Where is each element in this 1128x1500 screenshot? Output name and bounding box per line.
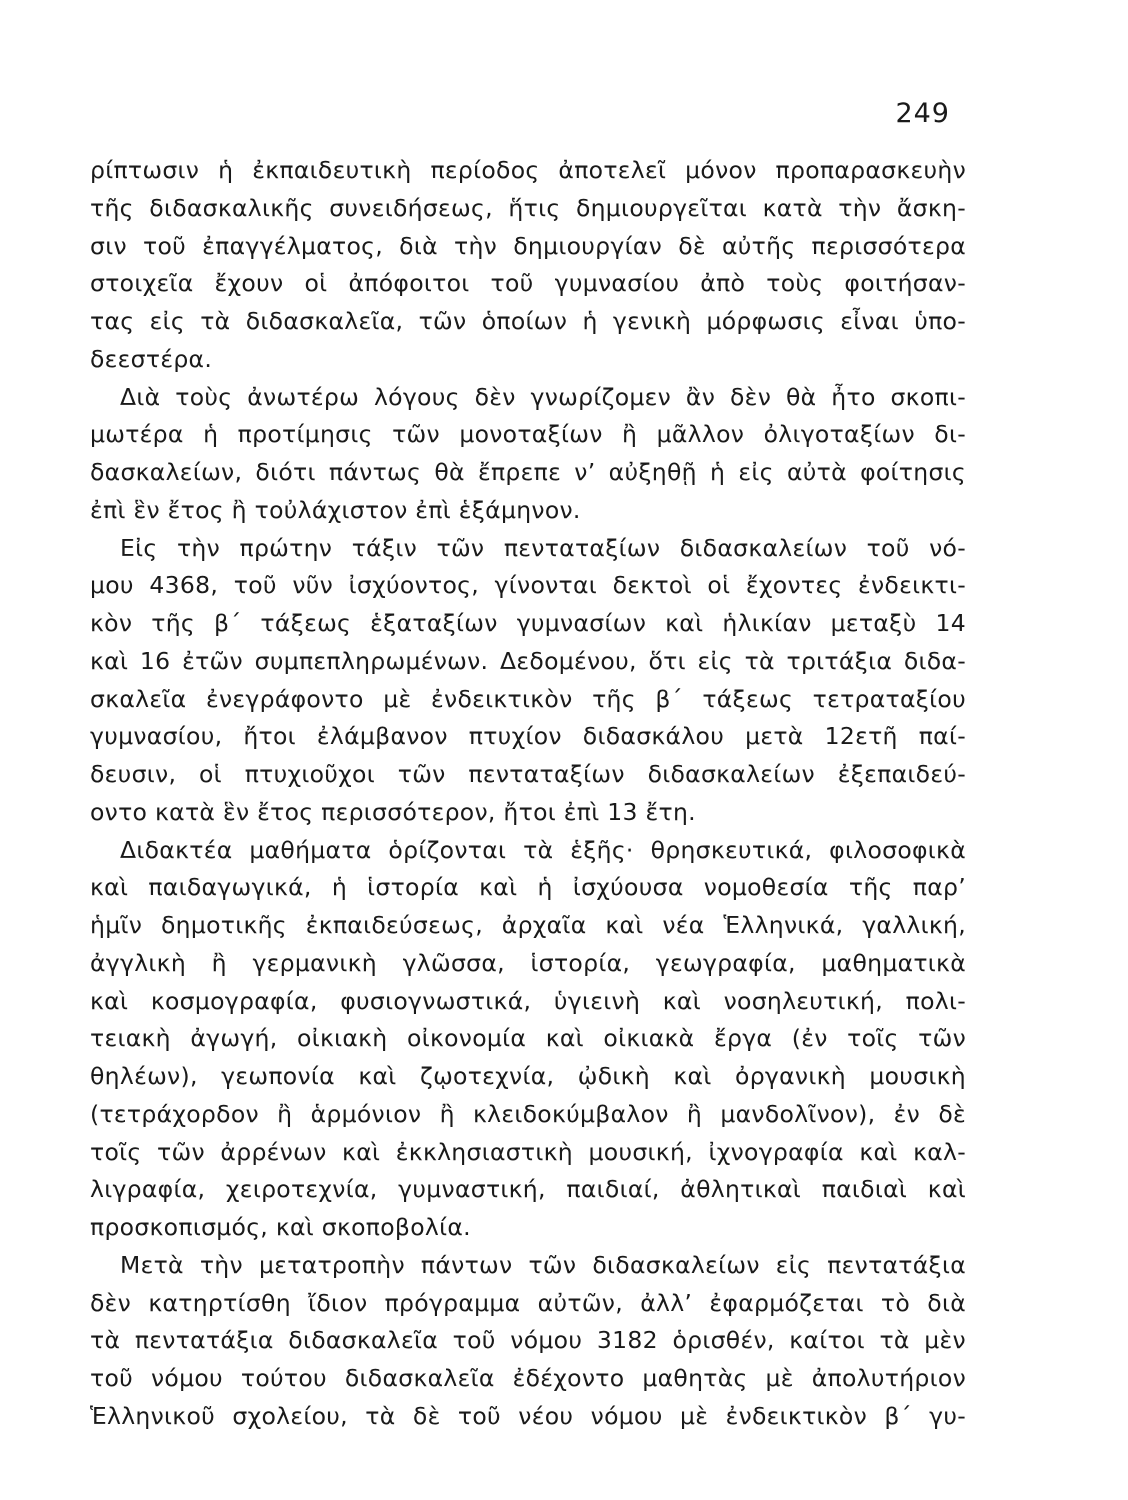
text-line: κὸν τῆς β΄ τάξεως ἑξαταξίων γυμνασίων καὶ ἡλικίαν μεταξὺ 14 (90, 609, 966, 637)
text-line: τας εἰς τὰ διδασκαλεῖα, τῶν ὁποίων ἡ γενικὴ μόρφωσις εἶναι ὑπο- (90, 307, 966, 335)
text-line: ἡμῖν δημοτικῆς ἐκπαιδεύσεως, ἀρχαῖα καὶ νέα Ἑλληνικά, γαλλική, (90, 911, 966, 939)
text-line: Ἑλληνικοῦ σχολείου, τὰ δὲ τοῦ νέου νόμου μὲ ἐνδεικτικὸν β΄ γυ- (90, 1401, 966, 1430)
text-line: τὰ πεντατάξια διδασκαλεῖα τοῦ νόμου 3182 ὁρισθέν, καίτοι τὰ μὲν (90, 1326, 966, 1355)
text-line: μωτέρα ἡ προτίμησις τῶν μονοταξίων ἢ μᾶλλον ὀλιγοταξίων δι- (90, 420, 966, 449)
text-line: σιν τοῦ ἐπαγγέλματος, διὰ τὴν δημιουργίαν δὲ αὐτῆς περισσότερα (90, 231, 966, 260)
page-number: 249 (895, 98, 950, 129)
paragraph-1 (90, 152, 966, 379)
text-line: μου 4368, τοῦ νῦν ἰσχύοντος, γίνονται δεκτοὶ οἱ ἔχοντες ἐνδεικτι- (90, 571, 966, 600)
text-line: καὶ 16 ἐτῶν συμπεπληρωμένων. Δεδομένου, ὅτι εἰς τὰ τριτάξια διδα- (90, 646, 966, 675)
text-line: δεεστέρα. (90, 344, 213, 373)
paragraph-5 (90, 1247, 966, 1436)
text-line: καὶ κοσμογραφία, φυσιογνωστικά, ὑγιεινὴ καὶ νοσηλευτική, πολι- (90, 986, 966, 1015)
text-line: τειακὴ ἀγωγή, οἰκιακὴ οἰκονομία καὶ οἰκιακὰ ἔργα (ἐν τοῖς τῶν (90, 1024, 966, 1053)
text-line: ἀγγλικὴ ἢ γερμανικὴ γλῶσσα, ἱστορία, γεωγραφία, μαθηματικὰ (90, 948, 966, 977)
text-line: ἐπὶ ἓν ἔτος ἢ τοὐλάχιστον ἐπὶ ἑξάμηνον. (90, 495, 581, 524)
text-line: ρίπτωσιν ἡ ἐκπαιδευτικὴ περίοδος ἀποτελεῖ μόνον προπαρασκευὴν (90, 156, 966, 184)
text-line: σκαλεῖα ἐνεγράφοντο μὲ ἐνδεικτικὸν τῆς β΄ τάξεως τετραταξίου (90, 684, 966, 713)
text-line: γυμνασίου, ἤτοι ἐλάμβανον πτυχίον διδασκάλου μετὰ 12ετῆ παί- (90, 722, 966, 751)
text-line: δὲν κατηρτίσθη ἴδιον πρόγραμμα αὐτῶν, ἀλλ’ ἐφαρμόζεται τὸ διὰ (90, 1288, 966, 1317)
text-line: τοῖς τῶν ἀρρένων καὶ ἐκκλησιαστικὴ μουσική, ἰχνογραφία καὶ καλ- (90, 1137, 966, 1166)
text-line: καὶ παιδαγωγικά, ἡ ἱστορία καὶ ἡ ἰσχύουσα νομοθεσία τῆς παρ’ (90, 873, 966, 902)
text-line: οντο κατὰ ἓν ἔτος περισσότερον, ἤτοι ἐπὶ 13 ἔτη. (90, 797, 696, 826)
text-line: λιγραφία, χειροτεχνία, γυμναστική, παιδιαί, ἀθλητικαὶ παιδιαὶ καὶ (90, 1175, 966, 1204)
text-line: Διδακτέα μαθήματα ὁρίζονται τὰ ἑξῆς· θρησκευτικά, φιλοσοφικὰ (120, 835, 966, 864)
text-line: Εἰς τὴν πρώτην τάξιν τῶν πενταταξίων διδασκαλείων τοῦ νό- (120, 533, 966, 562)
text-line: θηλέων), γεωπονία καὶ ζῳοτεχνία, ᾠδικὴ καὶ ὀργανικὴ μουσικὴ (90, 1062, 966, 1090)
paragraph-2 (90, 379, 966, 530)
text-line: δασκαλείων, διότι πάντως θὰ ἔπρεπε ν’ αὐξηθῇ ἡ εἰς αὐτὰ φοίτησις (90, 458, 966, 486)
text-line: Διὰ τοὺς ἀνωτέρω λόγους δὲν γνωρίζομεν ἂν δὲν θὰ ἦτο σκοπι- (120, 382, 966, 411)
paragraph-4 (90, 832, 966, 1247)
text-line: Μετὰ τὴν μετατροπὴν πάντων τῶν διδασκαλείων εἰς πεντατάξια (120, 1250, 966, 1279)
text-line: δευσιν, οἱ πτυχιοῦχοι τῶν πενταταξίων διδασκαλείων ἐξεπαιδεύ- (90, 760, 966, 788)
text-line: (τετράχορδον ἢ ἁρμόνιον ἢ κλειδοκύμβαλον ἢ μανδολῖνον), ἐν δὲ (90, 1099, 966, 1128)
body-text (90, 152, 966, 1436)
text-line: τῆς διδασκαλικῆς συνειδήσεως, ἥτις δημιουργεῖται κατὰ τὴν ἄσκη- (90, 193, 966, 222)
text-line: προσκοπισμός, καὶ σκοποβολία. (90, 1213, 471, 1241)
text-line: τοῦ νόμου τούτου διδασκαλεῖα ἐδέχοντο μαθητὰς μὲ ἀπολυτήριον (90, 1364, 966, 1392)
paragraph-3 (90, 530, 966, 832)
text-line: στοιχεῖα ἔχουν οἱ ἀπόφοιτοι τοῦ γυμνασίου ἀπὸ τοὺς φοιτήσαν- (90, 269, 966, 298)
